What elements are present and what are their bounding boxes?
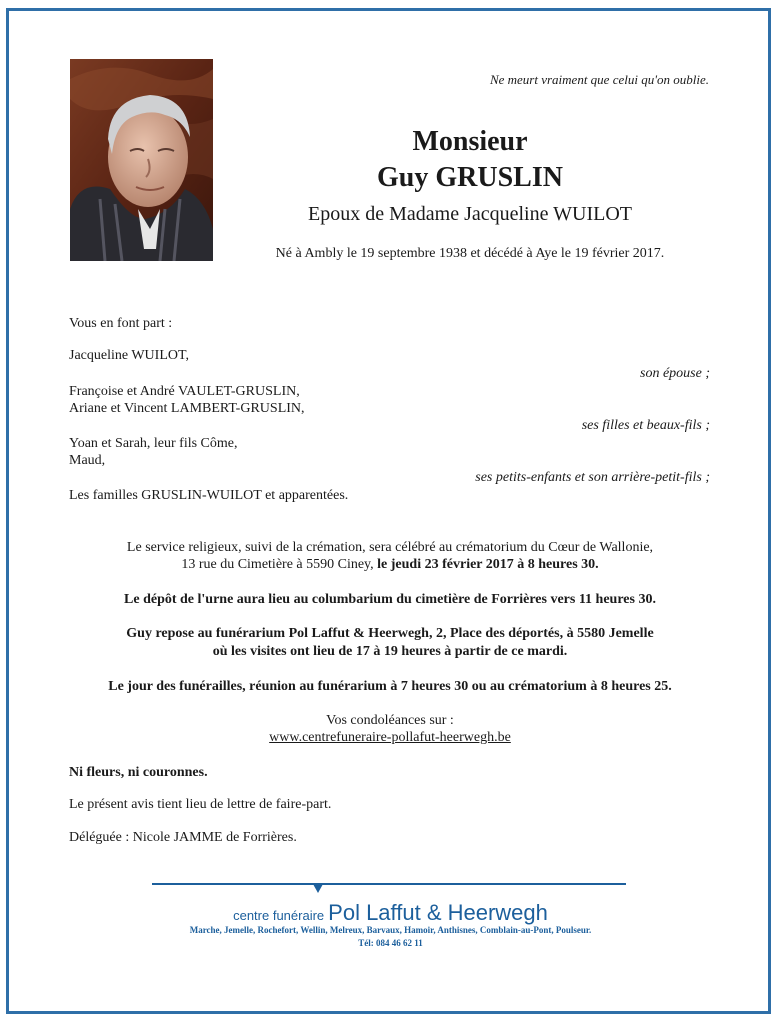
logo-big-text: Pol Laffut & Heerwegh xyxy=(328,900,548,925)
logo-towns: Marche, Jemelle, Rochefort, Wellin, Melreux, Barvaux, Hamoir, Anthisnes, Comblain-au-Pont, Poulseur. xyxy=(189,925,592,935)
no-flowers-note: Ni fleurs, ni couronnes. xyxy=(69,765,208,780)
daughters-role: ses filles et beaux-fils ; xyxy=(581,418,710,433)
wife-name: Jacqueline WUILOT, xyxy=(69,348,189,363)
service-line-1: Le service religieux, suivi de la crémation, sera célébré au crématorium du Cœur de Wallonie, xyxy=(126,540,654,555)
rest-line-1: Guy repose au funérarium Pol Laffut & Heerwegh, 2, Place des déportés, à 5580 Jemelle xyxy=(126,626,654,641)
service-line-2 xyxy=(40,556,740,574)
birth-death-dates: Né à Ambly le 19 septembre 1938 et décédé à Aye le 19 février 2017. xyxy=(275,246,665,261)
urn-deposit: Le dépôt de l'urne aura lieu au columbarium du cimetière de Forrières vers 11 heures 30. xyxy=(124,592,656,607)
portrait-photo xyxy=(70,59,213,261)
logo-triangle-icon xyxy=(313,884,323,893)
logo-divider xyxy=(152,883,626,885)
logo-small-text: centre funéraire xyxy=(233,908,325,923)
rest-line-2: où les visites ont lieu de 17 à 19 heures à partir de ce mardi. xyxy=(212,644,568,659)
wife-role: son épouse ; xyxy=(640,366,710,381)
family-intro: Vous en font part : xyxy=(69,316,173,331)
epigraph-quote: Ne meurt vraiment que celui qu'on oublie. xyxy=(489,72,709,87)
notice-line: Le présent avis tient lieu de lettre de faire-part. xyxy=(69,797,332,812)
service-address: 13 rue du Cimetière à 5590 Ciney, xyxy=(181,557,378,572)
families-line: Les familles GRUSLIN-WUILOT et apparentées. xyxy=(69,488,349,503)
website-line xyxy=(40,729,740,747)
delegate-line: Déléguée : Nicole JAMME de Forrières. xyxy=(69,830,297,845)
spouse-line: Epoux de Madame Jacqueline WUILOT xyxy=(308,203,632,225)
funeral-home-logo xyxy=(0,900,781,926)
funeral-day-meeting: Le jour des funérailles, réunion au funérarium à 7 heures 30 ou au crématorium à 8 heures 25. xyxy=(108,679,672,694)
condolences-label: Vos condoléances sur : xyxy=(326,713,454,728)
title-salutation: Monsieur xyxy=(412,126,528,157)
deceased-name: Guy GRUSLIN xyxy=(377,162,563,193)
daughter-line: Françoise et André VAULET-GRUSLIN, xyxy=(69,384,300,399)
daughter-line: Ariane et Vincent LAMBERT-GRUSLIN, xyxy=(69,401,305,416)
website-link[interactable]: www.centrefuneraire-pollafut-heerwegh.be xyxy=(269,730,511,745)
service-date: le jeudi 23 février 2017 à 8 heures 30. xyxy=(377,557,599,572)
logo-phone: Tél: 084 46 62 11 xyxy=(358,938,423,948)
grandchild-line: Maud, xyxy=(69,453,106,468)
grandchildren-role: ses petits-enfants et son arrière-petit-fils ; xyxy=(475,470,710,485)
grandchild-line: Yoan et Sarah, leur fils Côme, xyxy=(69,436,238,451)
